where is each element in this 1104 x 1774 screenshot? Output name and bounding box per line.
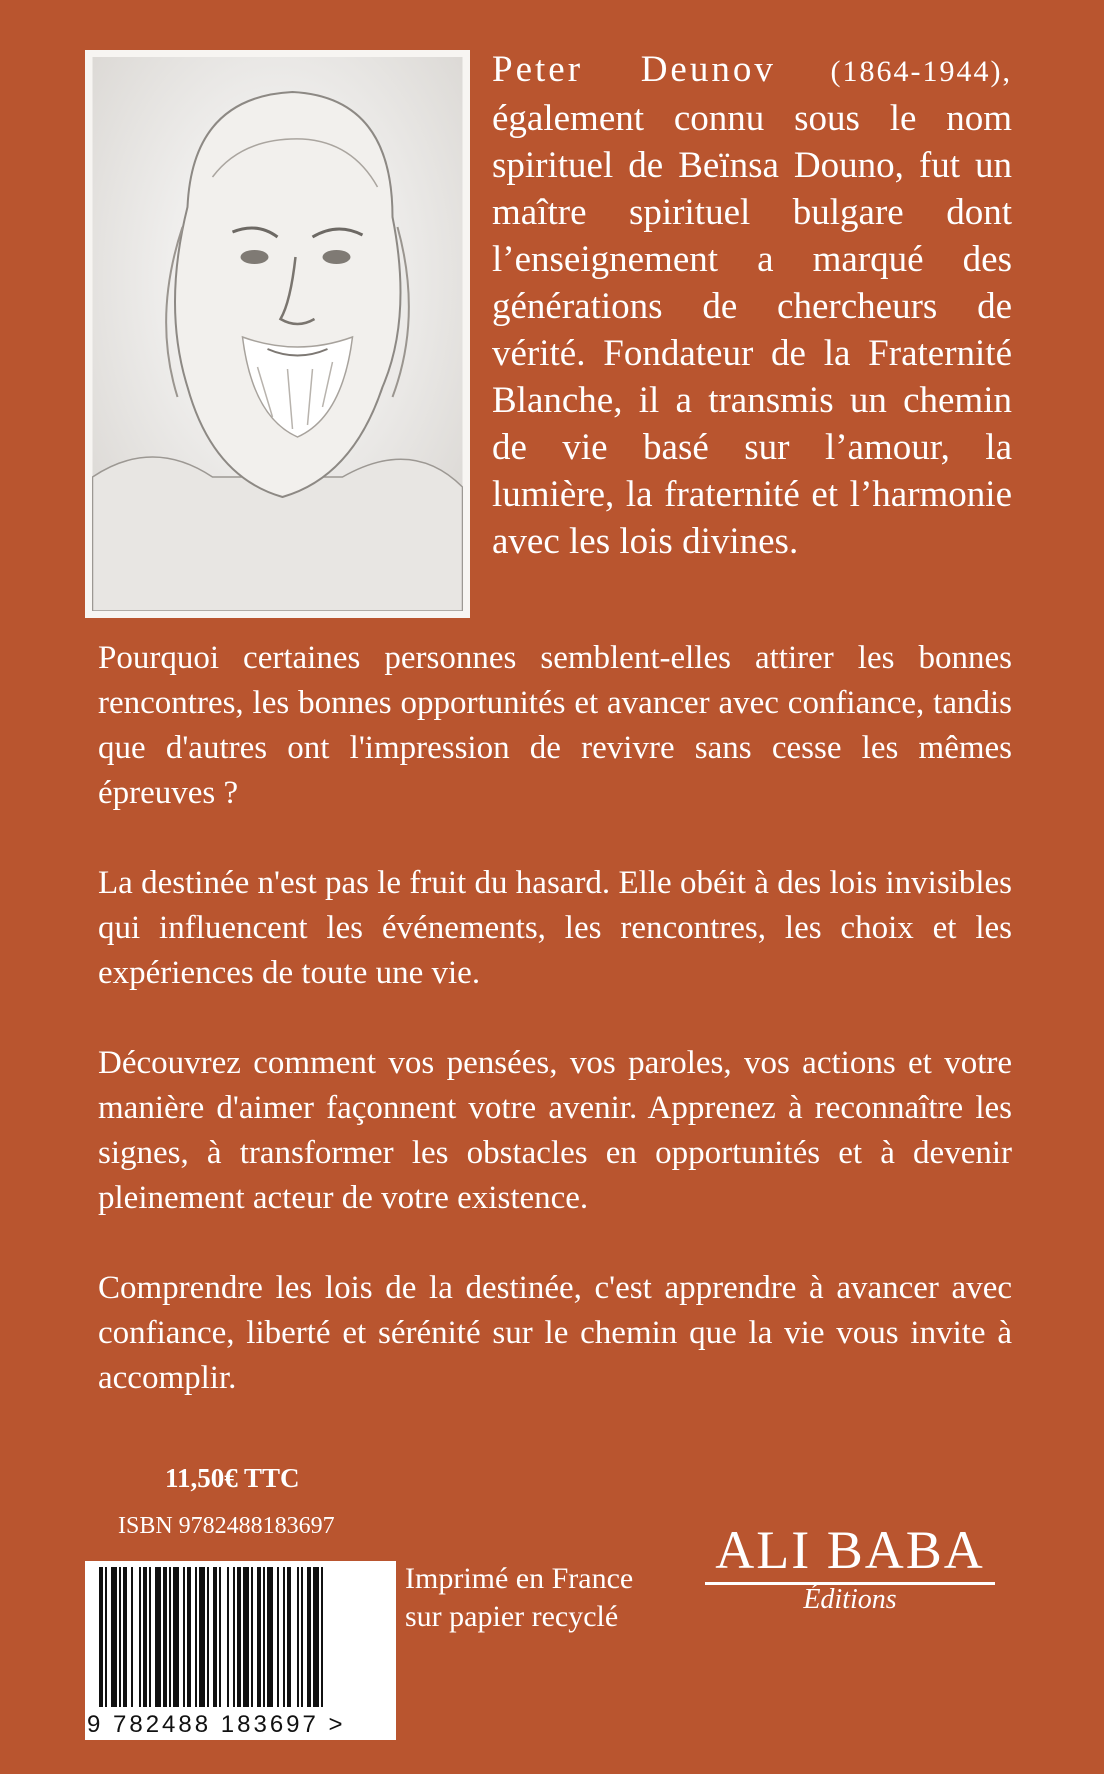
price: 11,50€ TTC [165,1463,300,1493]
author-name: Peter Deunov [492,49,776,90]
barcode [85,1561,396,1740]
publisher-sub: Éditions [803,1584,897,1615]
author-bio-text: également connu sous le nom spirituel de Beïnsa Douno, fut un maître spirituel bulgare dont l’enseignement a marqué des générations de chercheurs de vérité. Fondateur de la Fraternité Blanche, il a transmis un chemin de vie basé sur l’amour, la lumière, la fraternité et l’harmonie avec les lois divines. [492,98,1012,562]
publisher-name: ALI BABA [715,1520,985,1580]
paragraph: La destinée n'est pas le fruit du hasard. Elle obéit à des lois invisibles qui influencent les événements, les rencontres, les choix et les expériences de toute une vie. [98,865,1012,991]
paragraph: Comprendre les lois de la destinée, c'est apprendre à avancer avec confiance, liberté et sérénité sur le chemin que la vie vous invite à accomplir. [98,1270,1012,1396]
printing-note-line1: Imprimé en France [405,1562,634,1595]
portrait-sketch [92,57,463,611]
barcode-bars [85,1561,396,1711]
barcode-number: 9 782488 183697 > [87,1711,346,1738]
printing-note-line2: sur papier recyclé [405,1600,619,1633]
author-bio [492,46,1012,565]
publisher-logo [700,1520,1000,1630]
printing-note [405,1560,633,1636]
isbn: ISBN 9782488183697 [118,1513,335,1539]
author-dates: (1864-1944), [830,55,1012,88]
paragraph: Découvrez comment vos pensées, vos paroles, vos actions et votre manière d'aimer façonnent votre avenir. Apprenez à reconnaître les signes, à transformer les obstacles en opportunités et à devenir pleinement acteur de votre existence. [98,1045,1012,1216]
paragraph: Pourquoi certaines personnes semblent-elles attirer les bonnes rencontres, les bonnes opportunités et avancer avec confiance, tandis que d'autres ont l'impression de revivre sans cesse les mêmes épreuves ? [98,640,1012,811]
author-portrait [85,50,470,618]
back-cover-text [98,636,1012,1446]
